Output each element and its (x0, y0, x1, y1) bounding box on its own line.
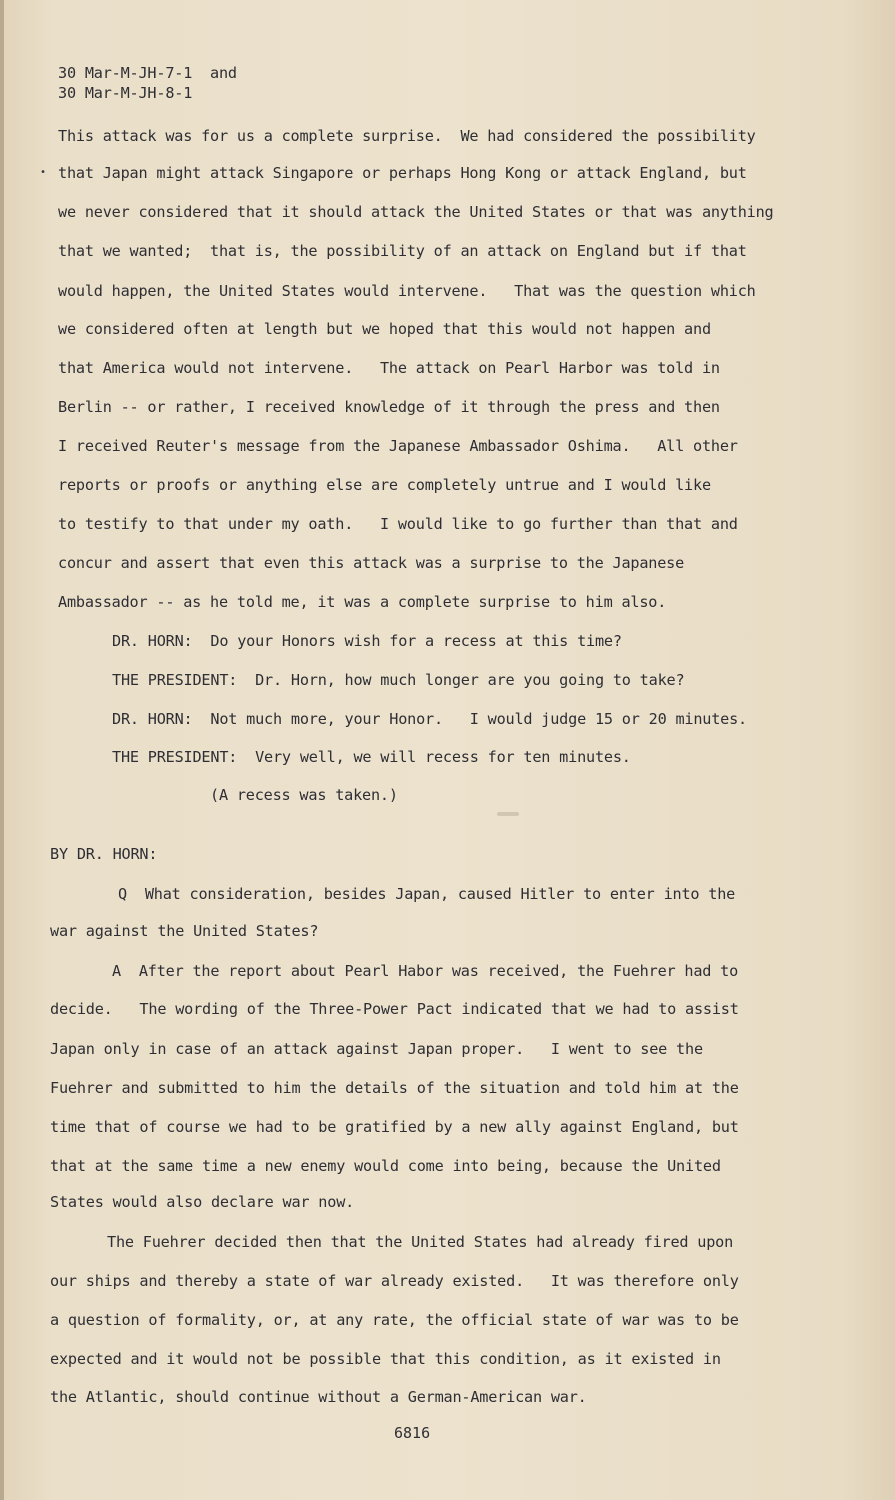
examiner-heading: BY DR. HORN: (50, 845, 158, 863)
text-line: reports or proofs or anything else are completely untrue and I would like (58, 476, 711, 494)
answer-line: the Atlantic, should continue without a German-American war. (50, 1388, 587, 1406)
text-line: we considered often at length but we hoped that this would not happen and (58, 320, 711, 338)
colloquy-line: THE PRESIDENT: Dr. Horn, how much longer are you going to take? (112, 671, 685, 689)
text-line: I received Reuter's message from the Japanese Ambassador Oshima. All other (58, 437, 738, 455)
text-line: Berlin -- or rather, I received knowledge of it through the press and then (58, 398, 720, 416)
answer-line: A After the report about Pearl Habor was received, the Fuehrer had to (112, 962, 739, 980)
page-number: 6816 (394, 1424, 431, 1442)
colloquy-line: THE PRESIDENT: Very well, we will recess for ten minutes. (112, 748, 631, 766)
answer-line: decide. The wording of the Three-Power Pact indicated that we had to assist (50, 1000, 739, 1018)
text-line: that America would not intervene. The attack on Pearl Harbor was told in (58, 359, 720, 377)
reference-line-2: 30 Mar-M-JH-8-1 (58, 84, 193, 102)
text-line: that Japan might attack Singapore or perhaps Hong Kong or attack England, but (58, 164, 747, 182)
text-line: we never considered that it should attack the United States or that was anything (58, 203, 774, 221)
text-line: to testify to that under my oath. I would like to go further than that and (58, 515, 738, 533)
reference-line-1: 30 Mar-M-JH-7-1 and (58, 64, 237, 82)
answer-line: a question of formality, or, at any rate, the official state of war was to be (50, 1311, 739, 1329)
page-edge (0, 0, 4, 1500)
answer-line: expected and it would not be possible that this condition, as it existed in (50, 1350, 721, 1368)
colloquy-line: DR. HORN: Do your Honors wish for a recess at this time? (112, 632, 622, 650)
text-line: concur and assert that even this attack was a surprise to the Japanese (58, 554, 685, 572)
answer-line: our ships and thereby a state of war already existed. It was therefore only (50, 1272, 739, 1290)
margin-mark: • (40, 167, 47, 178)
colloquy-line: DR. HORN: Not much more, your Honor. I would judge 15 or 20 minutes. (112, 710, 747, 728)
answer-line: Japan only in case of an attack against Japan proper. I went to see the (50, 1040, 703, 1058)
text-line: that we wanted; that is, the possibility of an attack on England but if that (58, 242, 747, 260)
answer-line: time that of course we had to be gratified by a new ally against England, but (50, 1118, 739, 1136)
answer-line: that at the same time a new enemy would come into being, because the United (50, 1157, 721, 1175)
paper-smudge (497, 812, 519, 816)
question-line: Q What consideration, besides Japan, caused Hitler to enter into the (118, 885, 736, 903)
question-line: war against the United States? (50, 922, 319, 940)
text-line: Ambassador -- as he told me, it was a complete surprise to him also. (58, 593, 667, 611)
answer-line: Fuehrer and submitted to him the details of the situation and told him at the (50, 1079, 739, 1097)
answer-line: The Fuehrer decided then that the United States had already fired upon (107, 1233, 734, 1251)
answer-line: States would also declare war now. (50, 1193, 355, 1211)
recess-note: (A recess was taken.) (210, 786, 398, 804)
text-line: This attack was for us a complete surprise. We had considered the possibility (58, 127, 756, 145)
text-line: would happen, the United States would intervene. That was the question which (58, 282, 756, 300)
